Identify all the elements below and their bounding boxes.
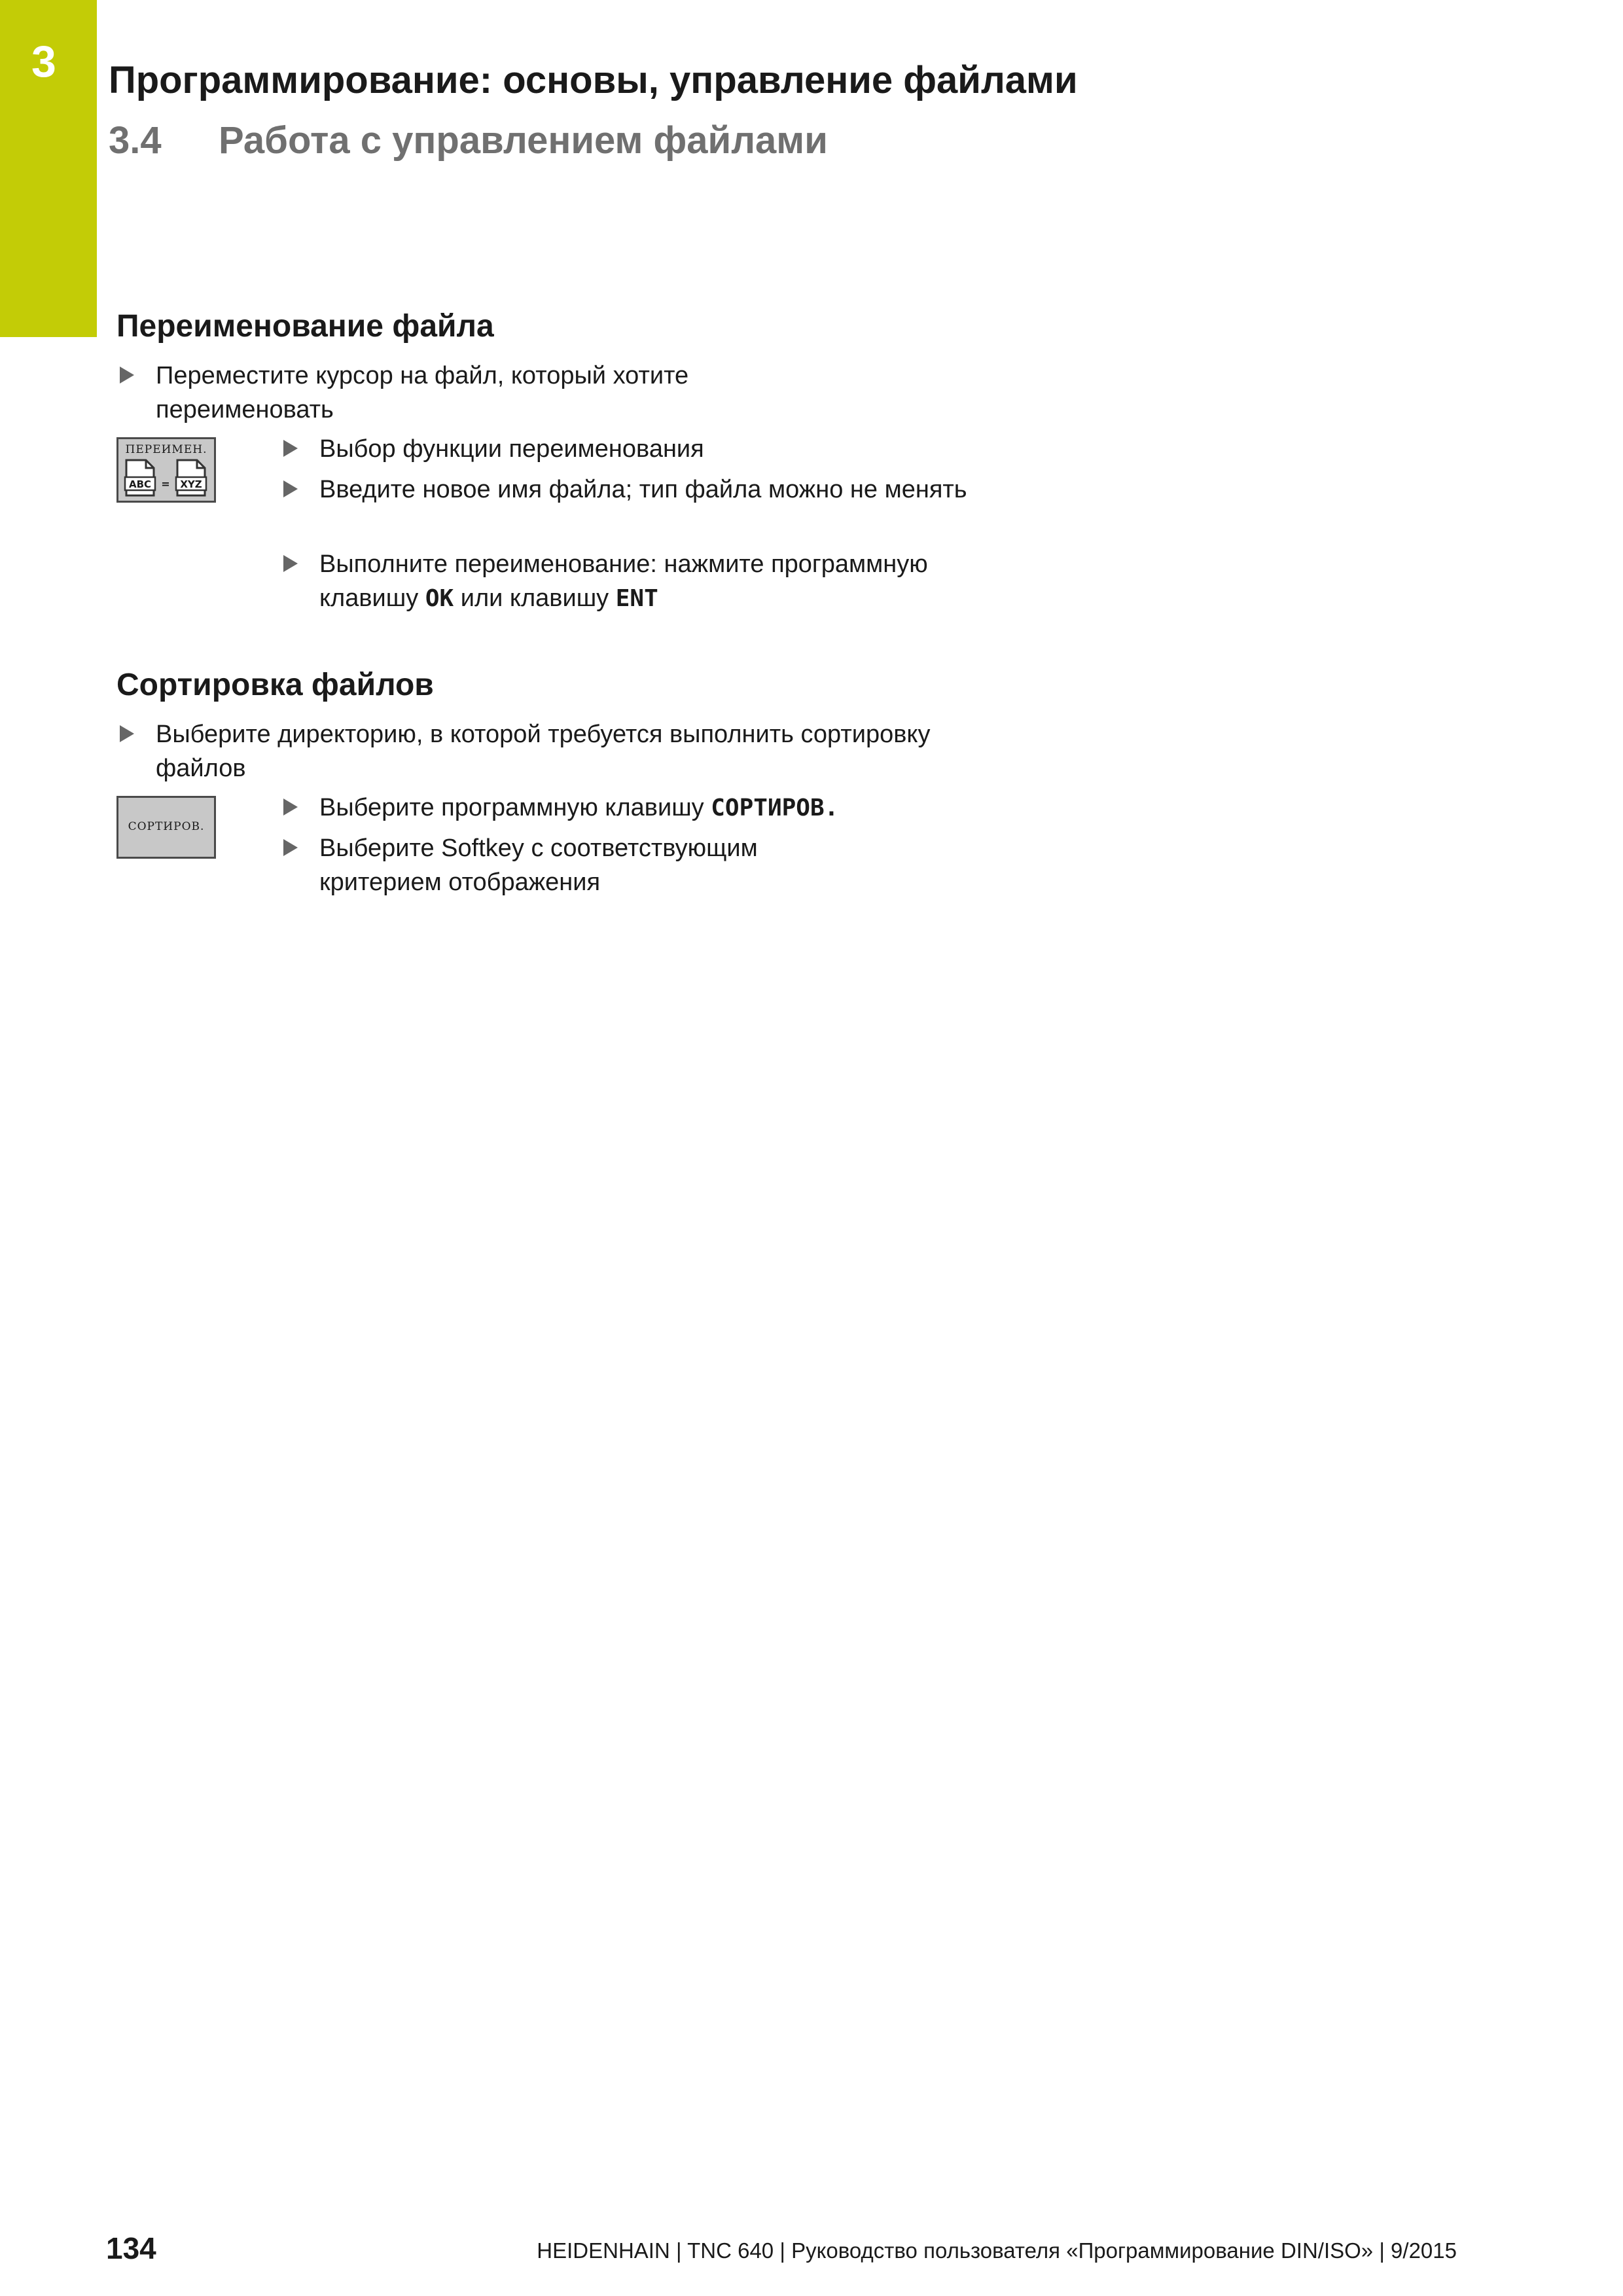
rename-step-2: [319, 473, 974, 507]
footer-text: HEIDENHAIN | TNC 640 | Руководство пользователя «Программирование DIN/ISO» | 9/2015: [537, 2238, 1457, 2263]
ent-key: ENT: [615, 585, 658, 612]
section-title: [109, 118, 828, 164]
sort-softkey-label: СОРТИРОВ.: [128, 820, 205, 833]
chapter-title: Программирование: основы, управление файлами: [109, 59, 1078, 101]
step-arrow-icon: [283, 555, 298, 572]
sort-intro-step: [156, 717, 941, 785]
rename-intro-text: Переместите курсор на файл, который хотите переименовать: [156, 362, 689, 423]
section-number: 3.4: [109, 119, 162, 162]
rename-step-3-mid: или клавишу: [454, 584, 616, 612]
sort-step-2-text: Выберите Softkey с соответствующим критерием отображения: [319, 834, 758, 896]
step-arrow-icon: [283, 480, 298, 497]
rename-intro-step: [156, 359, 784, 427]
ok-key: OK: [425, 585, 454, 612]
rename-heading: Переименование файла: [116, 309, 494, 344]
rename-step-1-text: Выбор функции переименования: [319, 435, 704, 463]
rename-softkey-label: ПЕРЕИМЕН.: [125, 443, 207, 456]
step-arrow-icon: [120, 367, 134, 384]
step-arrow-icon: [283, 798, 298, 816]
sort-softkey[interactable]: [116, 796, 216, 859]
chapter-number: 3: [31, 37, 56, 86]
sort-step-2: [319, 831, 843, 899]
rename-step-3-text: Выполните переименование: нажмите программную клавишу: [319, 550, 928, 612]
step-arrow-icon: [283, 440, 298, 457]
rename-softkey-sign: =: [161, 478, 170, 490]
rename-softkey[interactable]: [116, 437, 216, 503]
rename-softkey-old-name: ABC: [128, 478, 152, 490]
rename-step-1: [319, 432, 974, 466]
sort-step-1-text: Выберите программную клавишу: [319, 794, 711, 821]
step-arrow-icon: [120, 725, 134, 742]
chapter-tab: [0, 0, 97, 337]
section-title-text: Работа с управлением файлами: [219, 119, 828, 162]
rename-step-2-text: Введите новое имя файла; тип файла можно не менять: [319, 476, 967, 503]
sort-key: СОРТИРОВ.: [711, 795, 839, 821]
sort-heading: Сортировка файлов: [116, 668, 434, 702]
rename-file-icon: [124, 457, 209, 498]
sort-intro-text: Выберите директорию, в которой требуется выполнить сортировку файлов: [156, 721, 931, 782]
rename-step-3: [319, 547, 974, 616]
page-number: 134: [106, 2231, 156, 2265]
step-arrow-icon: [283, 839, 298, 856]
sort-step-1: [319, 791, 974, 825]
rename-softkey-new-name: XYZ: [180, 478, 202, 490]
